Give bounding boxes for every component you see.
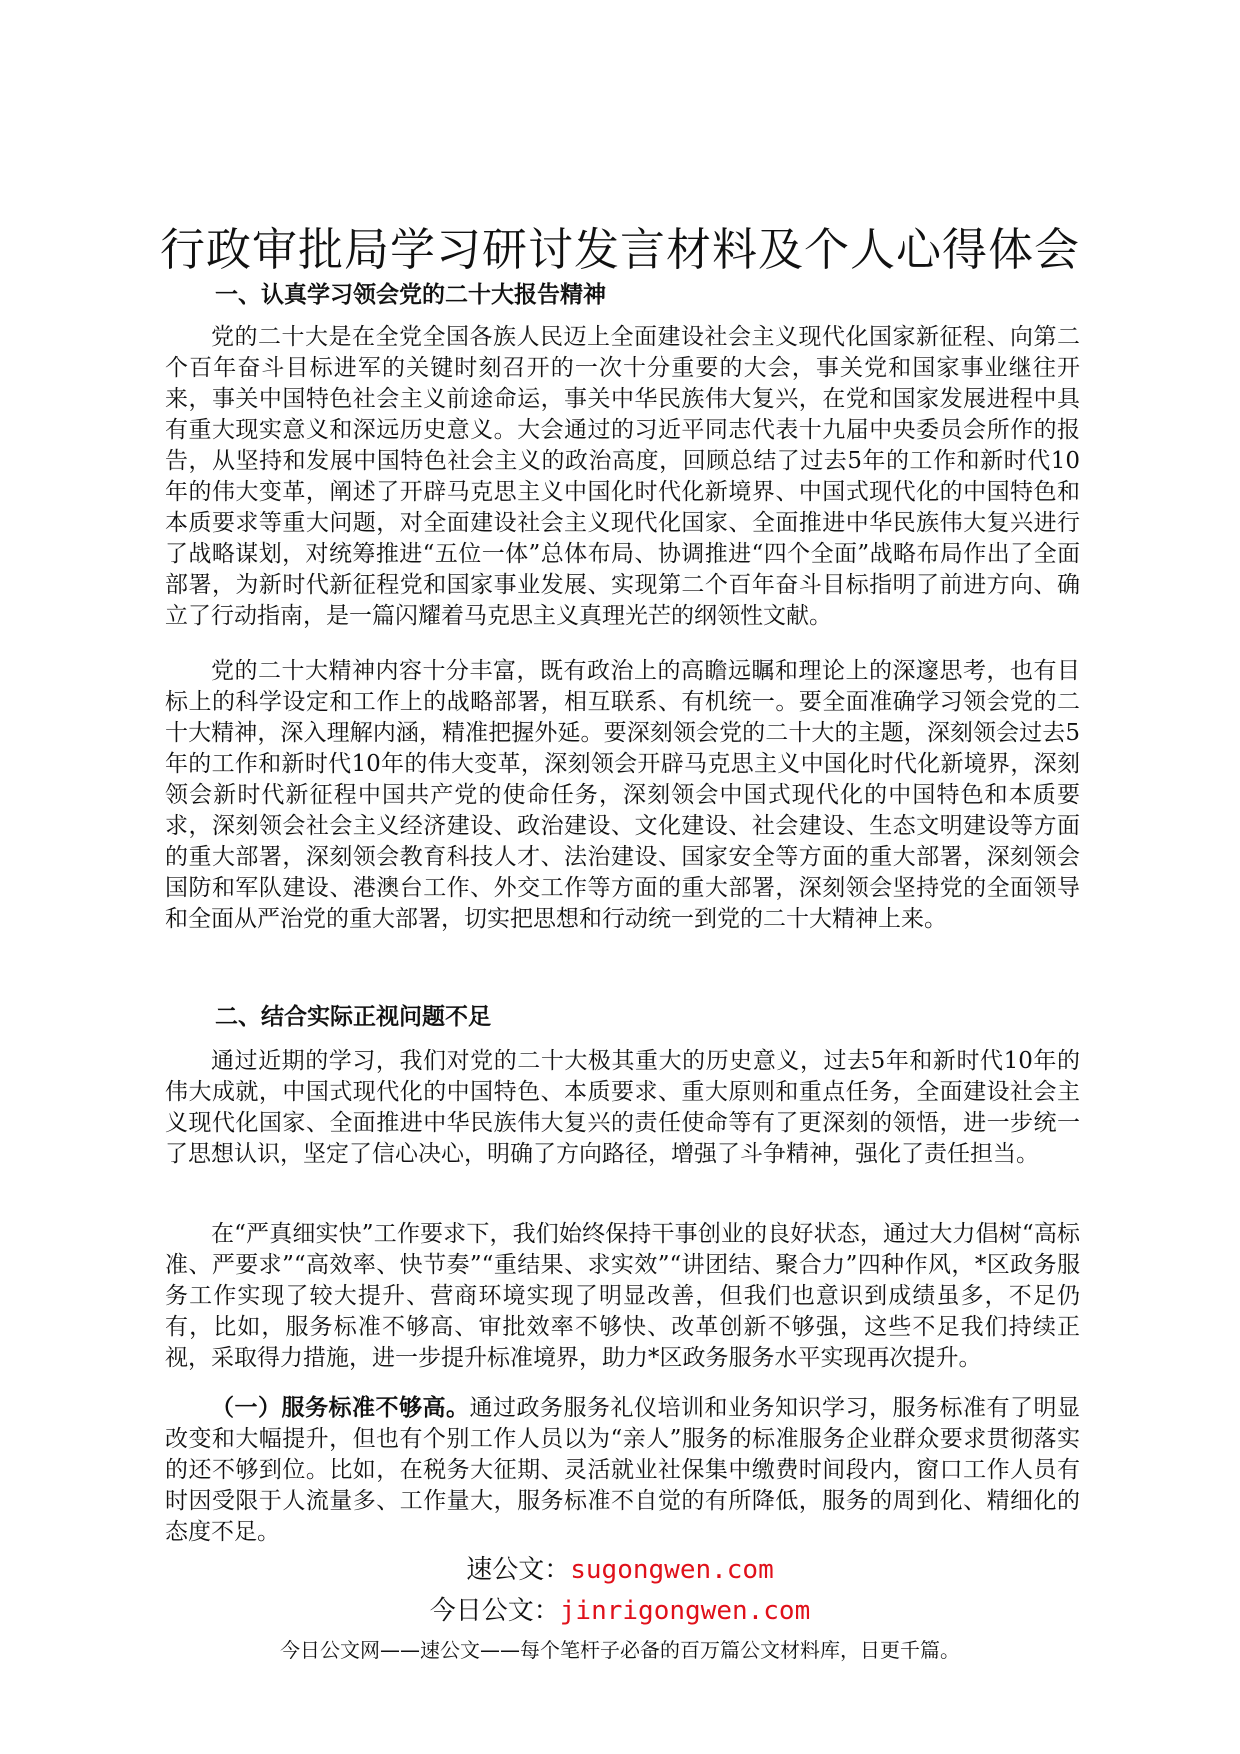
subitem-1-lead: （一）服务标准不够高。 [211, 1394, 470, 1421]
document-title: 行政审批局学习研讨发言材料及个人心得体会 [159, 223, 1080, 276]
footer-line-jinrigongwen [0, 1594, 1240, 1628]
footer-label-2: 今日公文： [429, 1596, 560, 1626]
footer-label-1: 速公文： [466, 1555, 571, 1585]
section1-paragraph-2: 党的二十大精神内容十分丰富，既有政治上的高瞻远瞩和理论上的深邃思考，也有目标上的科学设定和工作上的战略部署，相互联系、有机统一。要全面准确学习领会党的二十大精神，深入理解内涵，精准把握外延。要深刻领会党的二十大的主题，深刻领会过去5年的工作和新时代10年的伟大变革，深刻领会开辟马克思主义中国化时代化新境界，深刻领会新时代新征程中国共产党的使命任务，深刻领会中国式现代化的中国特色和本质要求，深刻领会社会主义经济建设、政治建设、文化建设、社会建设、生态文明建设等方面的重大部署，深刻领会教育科技人才、法治建设、国家安全等方面的重大部署，深刻领会国防和军队建设、港澳台工作、外交工作等方面的重大部署，深刻领会坚持党的全面领导和全面从严治党的重大部署，切实把思想和行动统一到党的二十大精神上来。 [165, 658, 1080, 932]
footer-slogan: 今日公文网——速公文——每个笔杆子必备的百万篇公文材料库，日更千篇。 [280, 1638, 960, 1662]
section2-paragraph-2: 在“严真细实快”工作要求下，我们始终保持干事创业的良好状态，通过大力倡树“高标准、严要求”“高效率、快节奏”“重结果、求实效”“讲团结、聚合力”四种作风，*区政务服务工作实现了较大提升、营商环境实现了明显改善，但我们也意识到成绩虽多，不足仍有，比如，服务标准不够高、审批效率不够快、改革创新不够强，这些不足我们持续正视，采取得力措施，进一步提升标准境界，助力*区政务服务水平实现再次提升。 [165, 1221, 1080, 1371]
section1-paragraph-1: 党的二十大是在全党全国各族人民迈上全面建设社会主义现代化国家新征程、向第二个百年奋斗目标进军的关键时刻召开的一次十分重要的大会，事关党和国家事业继往开来，事关中国特色社会主义前途命运，事关中华民族伟大复兴，在党和国家发展进程中具有重大现实意义和深远历史意义。大会通过的习近平同志代表十九届中央委员会所作的报告，从坚持和发展中国特色社会主义的政治高度，回顾总结了过去5年的工作和新时代10年的伟大变革，阐述了开辟马克思主义中国化时代化新境界、中国式现代化的中国特色和本质要求等重大问题，对全面建设社会主义现代化国家、全面推进中华民族伟大复兴进行了战略谋划，对统筹推进“五位一体”总体布局、协调推进“四个全面”战略布局作出了全面部署，为新时代新征程党和国家事业发展、实现第二个百年奋斗目标指明了前进方向、确立了行动指南，是一篇闪耀着马克思主义真理光芒的纲领性文献。 [165, 324, 1080, 629]
footer-line-sugongwen [0, 1553, 1240, 1587]
section2-heading: 二、结合实际正视问题不足 [215, 1003, 491, 1030]
footer-link-jinrigongwen[interactable]: jinrigongwen.com [559, 1596, 811, 1626]
section2-subitem-1 [165, 1392, 1080, 1548]
subitem-1-text: 通过政务服务礼仪培训和业务知识学习，服务标准有了明显改变和大幅提升，但也有个别工作人员以为“亲人”服务的标准服务企业群众要求贯彻落实的还不够到位。比如，在税务大征期、灵活就业社保集中缴费时间段内，窗口工作人员有时因受限于人流量多、工作量大，服务标准不自觉的有所降低，服务的周到化、精细化的态度不足。 [165, 1395, 1080, 1545]
section2-paragraph-1: 通过近期的学习，我们对党的二十大极其重大的历史意义，过去5年和新时代10年的伟大成就，中国式现代化的中国特色、本质要求、重大原则和重点任务，全面建设社会主义现代化国家、全面推进中华民族伟大复兴的责任使命等有了更深刻的领悟，进一步统一了思想认识，坚定了信心决心，明确了方向路径，增强了斗争精神，强化了责任担当。 [165, 1048, 1080, 1167]
footer-link-sugongwen[interactable]: sugongwen.com [570, 1555, 774, 1585]
section1-heading: 一、认真学习领会党的二十大报告精神 [215, 281, 606, 308]
